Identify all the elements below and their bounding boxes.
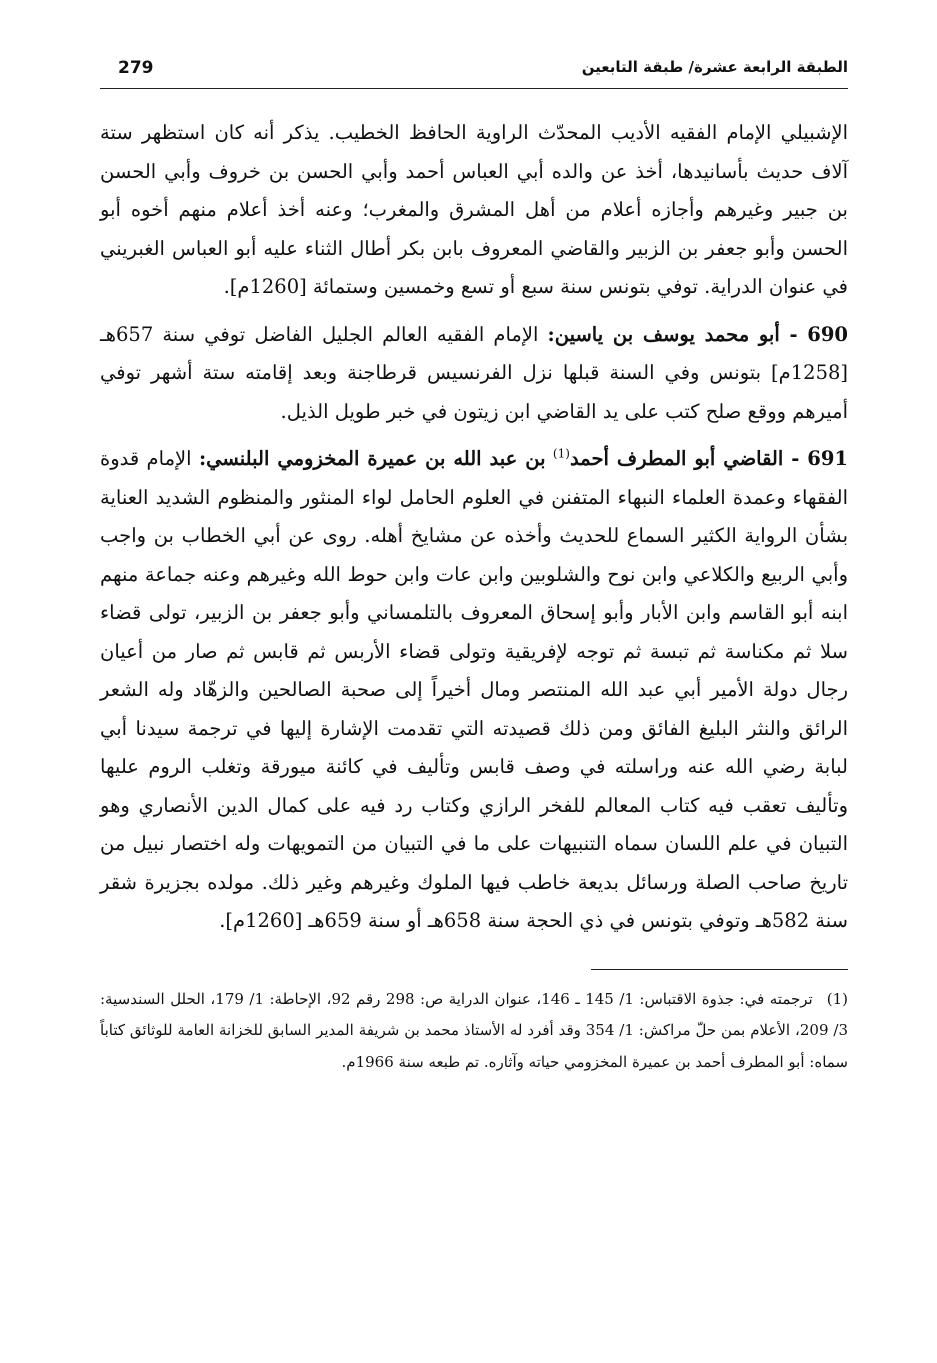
entry-691 [100, 440, 848, 941]
footnote-separator [591, 969, 848, 970]
entry-691-title-part2: بن عبد الله بن عميرة المخزومي البلنسي: [198, 447, 546, 470]
entry-690 [100, 316, 848, 432]
footnotes [100, 984, 848, 1079]
footnote-number: (1) [826, 989, 848, 1008]
footnote-text: ترجمته في: جذوة الاقتباس: 1/ 145 ـ 146، عنوان الدراية ص: 298 رقم 92، الإحاطة: 1/ 179، الحلل السندسية: 3/ 209، الأعلام بمن حلّ مراكش: 1/ 354 وقد أفرد له الأستاذ محمد بن شريفة المدير السابق للخزانة العامة للوثائق كتاباً سماه: أبو المطرف أحمد بن عميرة المخزومي حياته وآثاره. تم طبعه سنة 1966م. [100, 989, 848, 1071]
entry-691-text: الإمام قدوة الفقهاء وعمدة العلماء النبهاء المتفنن في العلوم الحامل لواء المنثور والمنظوم الشديد العناية بشأن الرواية الكثير السماع للحديث وأخذه عن مشايخ أهله. روى عن أبي الخطاب بن واجب وأبي الربيع والكلاعي وابن نوح والشلوبين وابن عات وابن حوط الله وغيرهم وعنه جماعة منهم ابنه أبو القاسم وابن الأبار وأبو إسحاق المعروف بالتلمساني وأبو جعفر بن الزبير، تولى قضاء سلا ثم مكناسة ثم تبسة ثم توجه لإفريقية وتولى قضاء الأربس ثم قابس ثم صار من أعيان رجال دولة الأمير أبي عبد الله المنتصر ومال أخيراً إلى صحبة الصالحين والزهّاد وله الشعر الرائق والنثر البليغ الفائق ومن ذلك قصيدته التي تقدمت الإشارة إليها في ترجمة سيدنا أبي لبابة رضي الله عنه وراسلته في وصف قابس وتأليف في كائنة ميورقة وتغلب الروم عليها وتأليف تعقب فيه كتاب المعالم للفخر الرازي وكتاب رد فيه على كمال الدين الأنصاري وهو التبيان في علم اللسان سماه التنبيهات على ما في التبيان من التمويهات وله اختصار نبيل من تاريخ صاحب الصلة ورسائل بديعة خاطب فيها الملوك وغيرهم وغير ذلك. مولده بجزيرة شقر سنة 582هـ وتوفي بتونس في ذي الحجة سنة 658هـ أو سنة 659هـ [1260م]. [100, 447, 848, 932]
footnote-1 [100, 984, 848, 1079]
running-title: الطبقة الرابعة عشرة/ طبقة التابعين [581, 58, 848, 76]
page-number: 279 [118, 58, 154, 78]
main-text [100, 114, 848, 941]
book-page [100, 52, 848, 1078]
page-header [100, 52, 848, 89]
entry-690-title: 690 - أبو محمد يوسف بن ياسين: [547, 322, 849, 346]
entry-691-title-part1: 691 - القاضي أبو المطرف أحمد [569, 447, 849, 470]
footnote-reference[interactable]: (1) [552, 446, 570, 461]
paragraph-continuation: الإشبيلي الإمام الفقيه الأديب المحدّث الراوية الحافظ الخطيب. يذكر أنه كان استظهر ستة آلاف حديث بأسانيدها، أخذ عن والده أبي العباس أحمد وأبي الحسن بن خروف وأبي الحسن بن جبير وغيرهم وأجازه أعلام من أهل المشرق والمغرب؛ وعنه أخذ أعلام منهم أخوه أبو الحسن وأبو جعفر بن الزبير والقاضي المعروف بابن بكر أطال الثناء عليه أبو العباس الغبريني في عنوان الدراية. توفي بتونس سنة سبع أو تسع وخمسين وستمائة [1260م]. [100, 121, 848, 298]
entry-690-text: الإمام الفقيه العالم الجليل الفاضل توفي سنة 657هـ [1258م] بتونس وفي السنة قبلها نزل الفرنسيس قرطاجنة وبعد إقامته ستة أشهر توفي أميرهم ووقع صلح كتب على يد القاضي ابن زيتون في خبر طويل الذيل. [100, 322, 848, 423]
